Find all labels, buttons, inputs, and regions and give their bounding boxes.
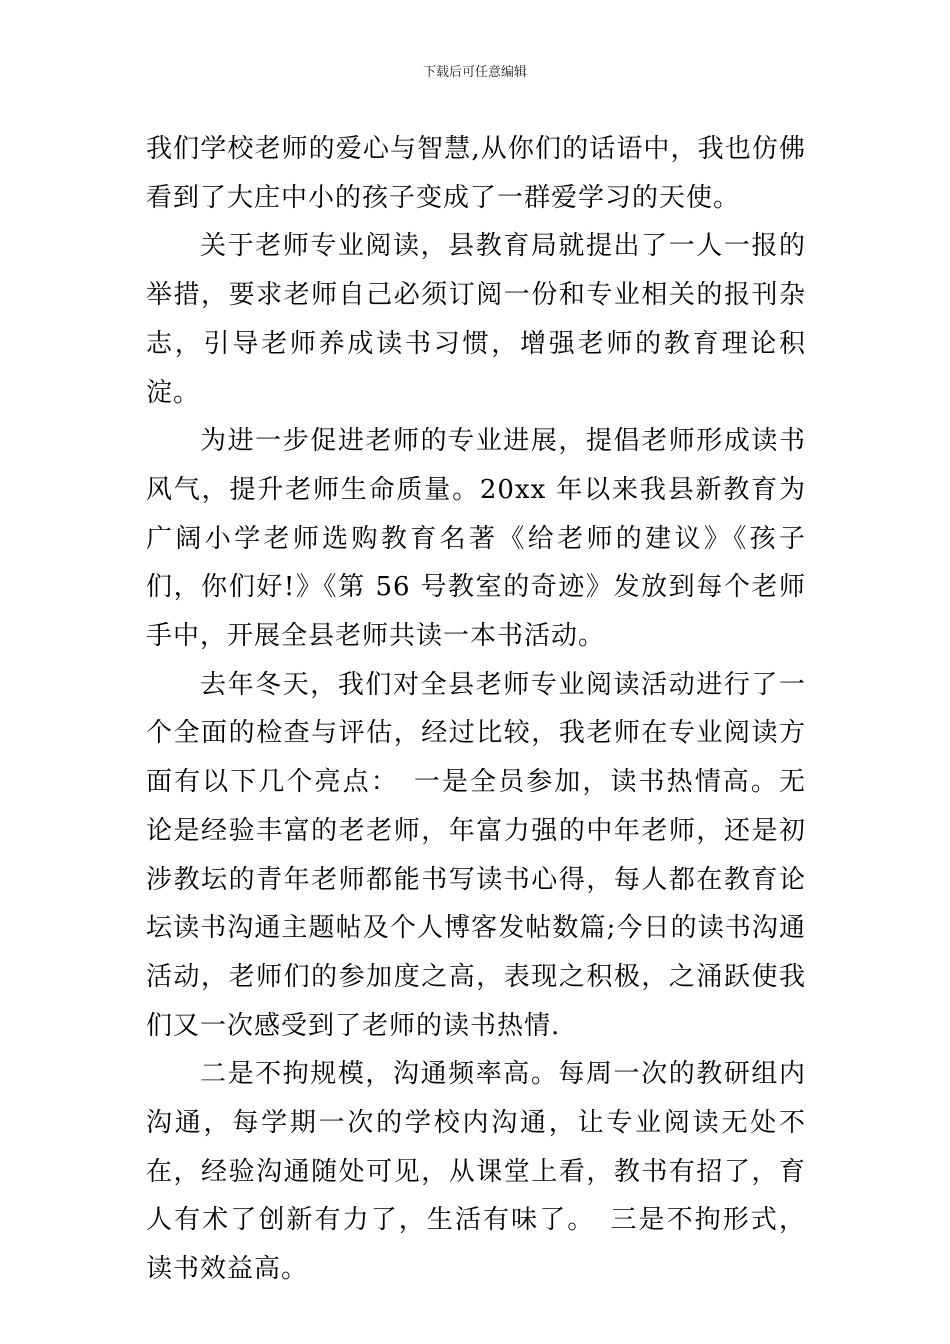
document-body xyxy=(146,125,806,1294)
paragraph-5: 二是不拘规模，沟通频率高。每周一次的教研组内沟通，每学期一次的学校内沟通，让专业阅读无处不在，经验沟通随处可见，从课堂上看，教书有招了，育人有术了创新有力了，生活有味了。 三是不拘形式，读书效益高。 xyxy=(146,1059,806,1285)
paragraph-1: 我们学校老师的爱心与智慧,从你们的话语中，我也仿佛看到了大庄中小的孩子变成了一群爱学习的天使。 xyxy=(146,134,806,213)
paragraph-3: 为进一步促进老师的专业进展，提倡老师形成读书风气，提升老师生命质量。20xx 年以来我县新教育为广阔小学老师选购教育名著《给老师的建议》《孩子们，你们好!》《第 56 号教室的奇迹》发放到每个老师手中，开展全县老师共读一本书活动。 xyxy=(146,426,806,652)
page-header: 下载后可任意编辑 xyxy=(422,65,527,80)
paragraph-2: 关于老师专业阅读，县教育局就提出了一人一报的举措，要求老师自己必须订阅一份和专业相关的报刊杂志，引导老师养成读书习惯，增强老师的教育理论积淀。 xyxy=(146,231,806,408)
paragraph-4: 去年冬天，我们对全县老师专业阅读活动进行了一个全面的检查与评估，经过比较，我老师在专业阅读方面有以下几个亮点： 一是全员参加，读书热情高。无论是经验丰富的老老师，年富力强的中年老师，还是初涉教坛的青年老师都能书写读书心得，每人都在教育论坛读书沟通主题帖及个人博客发帖数篇;今日的读书沟通活动，老师们的参加度之高，表现之积极，之涌跃使我们又一次感受到了老师的读书热情. xyxy=(146,669,806,1041)
